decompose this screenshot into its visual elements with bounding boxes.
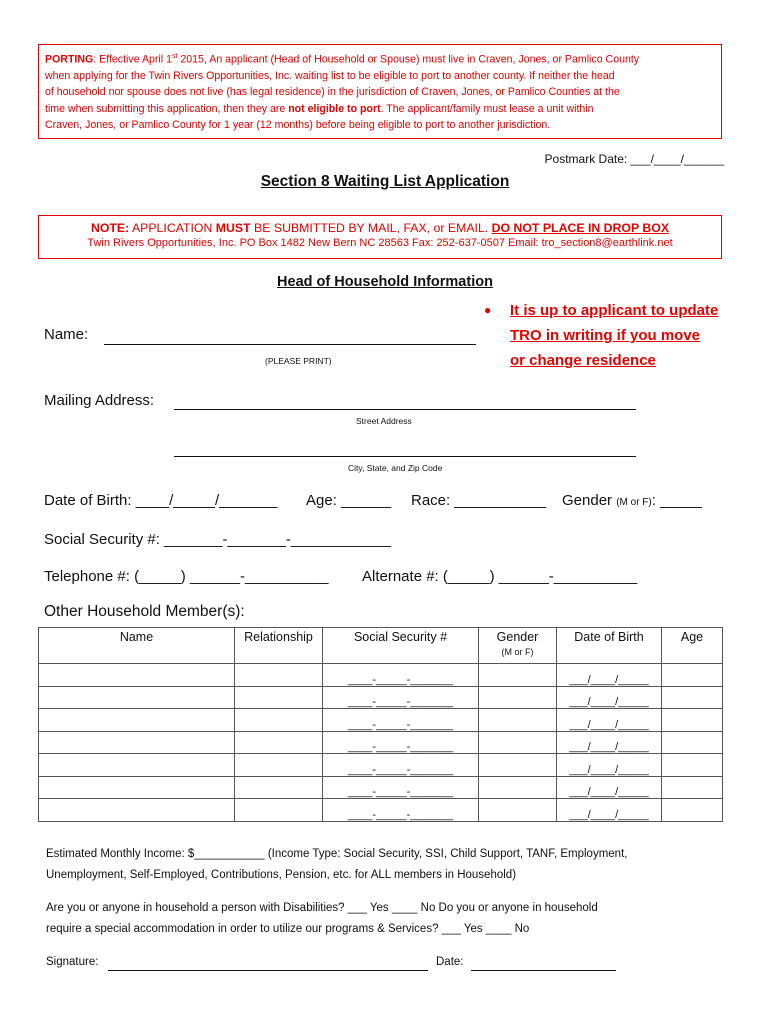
member-gender-cell[interactable] (479, 754, 557, 777)
member-age-cell[interactable] (662, 799, 723, 822)
member-ssn-cell[interactable]: ____-_____-_______ (323, 754, 479, 777)
page-title: Section 8 Waiting List Application (260, 173, 510, 190)
member-gender-cell[interactable] (479, 686, 557, 709)
street-address-hint: Street Address (356, 416, 412, 426)
member-gender-cell[interactable] (479, 709, 557, 732)
table-header-row (39, 628, 723, 664)
table-row (39, 709, 723, 732)
member-dob-cell[interactable]: ___/____/_____ (557, 664, 662, 687)
contact-address: Twin Rivers Opportunities, Inc. PO Box 1482 New Bern NC 28563 Fax: 252-637-0507 Email: tro_section8@earthlink.net (87, 237, 673, 249)
table-row (39, 799, 723, 822)
table-row (39, 664, 723, 687)
drop-box-warning: DO NOT PLACE IN DROP BOX (491, 221, 670, 235)
street-address-field[interactable] (174, 393, 636, 410)
disability-question[interactable]: Are you or anyone in household a person with Disabilities? ___ Yes ____ No Do you or anyone in household require a special accommodation in order to utilize our programs & Services? ___ Yes ____ No (46, 902, 598, 935)
member-relationship-cell[interactable] (235, 709, 323, 732)
porting-notice: PORTING: Effective April 1st 2015, An applicant (Head of Household or Spouse) must live in Craven, Jones, or Pamlico County when applying for the Twin Rivers Opportunities, Inc. waiting list to be eligible to port to another county. If neither the head of household nor spouse does not live (has legal residence) in the jurisdiction of Craven, Jones, or Pamlico Counties at the time when submitting this application, then they are not eligible to port. The applicant/family must lease a unit within Craven, Jones, or Pamlico County for 1 year (12 months) before being eligible to port to another jurisdiction. (38, 44, 722, 139)
col-date-of-birth: Date of Birth (557, 628, 662, 664)
member-relationship-cell[interactable] (235, 799, 323, 822)
member-age-cell[interactable] (662, 776, 723, 799)
member-dob-cell[interactable]: ___/____/_____ (557, 709, 662, 732)
member-gender-cell[interactable] (479, 776, 557, 799)
age-field[interactable]: Age: ______ (306, 492, 392, 509)
member-age-cell[interactable] (662, 731, 723, 754)
member-dob-cell[interactable]: ___/____/_____ (557, 776, 662, 799)
porting-label: PORTING (45, 53, 94, 66)
member-age-cell[interactable] (662, 709, 723, 732)
member-dob-cell[interactable]: ___/____/_____ (557, 799, 662, 822)
member-name-cell[interactable] (39, 686, 235, 709)
member-name-cell[interactable] (39, 709, 235, 732)
telephone-field[interactable]: Telephone #: (_____) ______-__________ (44, 568, 329, 585)
monthly-income-field[interactable]: Estimated Monthly Income: $___________ (Income Type: Social Security, SSI, Child Support, TANF, Employment, Unemployment, Self-Employed, Contributions, Pension, etc. for ALL members in Household) (46, 848, 628, 881)
table-row (39, 686, 723, 709)
member-ssn-cell[interactable]: ____-_____-_______ (323, 686, 479, 709)
alternate-phone-field[interactable]: Alternate #: (_____) ______-__________ (362, 568, 638, 585)
member-dob-cell[interactable]: ___/____/_____ (557, 754, 662, 777)
member-name-cell[interactable] (39, 799, 235, 822)
col-age: Age (662, 628, 723, 664)
member-gender-cell[interactable] (479, 799, 557, 822)
member-relationship-cell[interactable] (235, 664, 323, 687)
member-name-cell[interactable] (39, 754, 235, 777)
name-label: Name: (44, 326, 89, 343)
name-hint: (PLEASE PRINT) (265, 356, 332, 366)
household-members-table (38, 627, 723, 822)
member-name-cell[interactable] (39, 776, 235, 799)
member-dob-cell[interactable]: ___/____/_____ (557, 686, 662, 709)
member-relationship-cell[interactable] (235, 776, 323, 799)
date-label: Date: (436, 956, 464, 968)
member-relationship-cell[interactable] (235, 686, 323, 709)
member-gender-cell[interactable] (479, 664, 557, 687)
mailing-address-label: Mailing Address: (44, 392, 155, 409)
city-state-zip-hint: City, State, and Zip Code (348, 463, 443, 473)
signature-label: Signature: (46, 956, 99, 968)
date-of-birth-field[interactable]: Date of Birth: ____/_____/_______ (44, 492, 278, 509)
member-name-cell[interactable] (39, 664, 235, 687)
member-ssn-cell[interactable]: ____-_____-_______ (323, 776, 479, 799)
table-row (39, 754, 723, 777)
race-field[interactable]: Race: ___________ (411, 492, 547, 509)
member-gender-cell[interactable] (479, 731, 557, 754)
member-age-cell[interactable] (662, 754, 723, 777)
member-relationship-cell[interactable] (235, 754, 323, 777)
table-row (39, 731, 723, 754)
update-notice: ● It is up to applicant to update TRO in writing if you move or change residence (490, 298, 740, 373)
bullet-icon: ● (484, 303, 492, 317)
signature-field[interactable] (108, 956, 428, 971)
social-security-field[interactable]: Social Security #: _______-_______-____________ (44, 531, 391, 548)
member-ssn-cell[interactable]: ____-_____-_______ (323, 664, 479, 687)
member-ssn-cell[interactable]: ____-_____-_______ (323, 709, 479, 732)
section-heading-head-of-household: Head of Household Information (277, 274, 493, 290)
signature-date-field[interactable] (471, 956, 616, 971)
name-field[interactable] (104, 328, 476, 345)
member-age-cell[interactable] (662, 664, 723, 687)
member-ssn-cell[interactable]: ____-_____-_______ (323, 799, 479, 822)
table-row (39, 776, 723, 799)
gender-field[interactable]: Gender (M or F): _____ (562, 492, 702, 509)
col-gender: Gender (M or F) (479, 628, 557, 664)
member-dob-cell[interactable]: ___/____/_____ (557, 731, 662, 754)
member-name-cell[interactable] (39, 731, 235, 754)
city-state-zip-field[interactable] (174, 440, 636, 457)
member-relationship-cell[interactable] (235, 731, 323, 754)
postmark-date[interactable]: Postmark Date: ___/____/______ (544, 152, 724, 166)
member-age-cell[interactable] (662, 686, 723, 709)
household-members-label: Other Household Member(s): (44, 603, 245, 620)
submission-note: NOTE: APPLICATION MUST BE SUBMITTED BY MAIL, FAX, or EMAIL. DO NOT PLACE IN DROP BOX Twin Rivers Opportunities, Inc. PO Box 1482 New Bern NC 28563 Fax: 252-637-0507 Email: tro_section8@earthlink.net (38, 215, 722, 259)
col-name: Name (39, 628, 235, 664)
col-social-security: Social Security # (323, 628, 479, 664)
member-ssn-cell[interactable]: ____-_____-_______ (323, 731, 479, 754)
col-relationship: Relationship (235, 628, 323, 664)
